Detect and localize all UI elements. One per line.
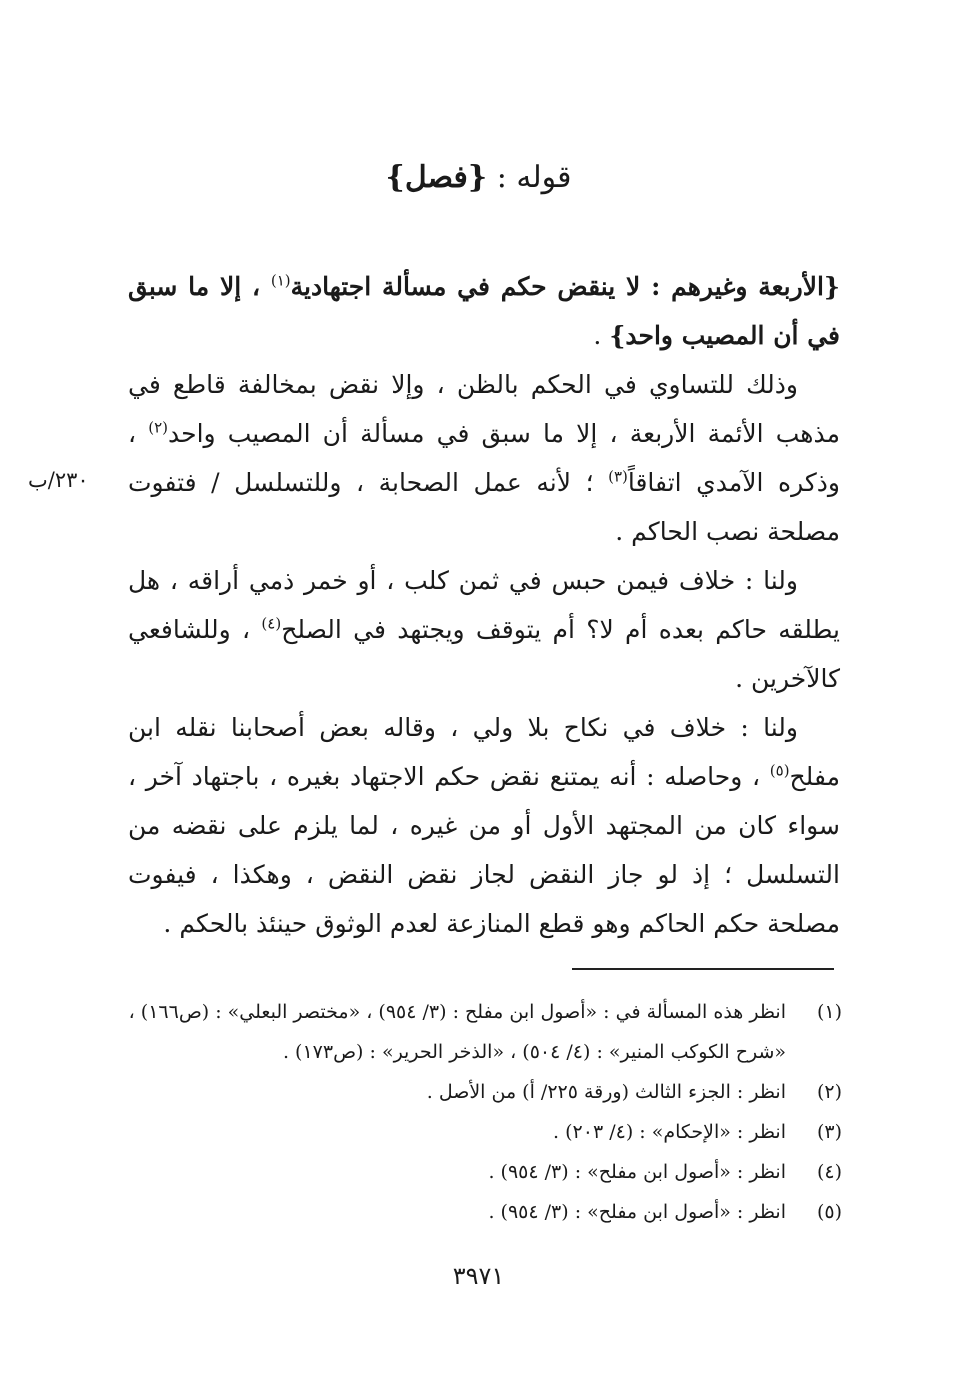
main-text	[128, 262, 840, 948]
footnote-5	[110, 1192, 842, 1232]
footnote-3	[110, 1112, 842, 1152]
commentary-text: .	[593, 321, 610, 350]
commentary-text: ؛ لأنه عمل الصحابة ، وللتسلسل / فتفوت مصلحة نصب الحاكم .	[128, 468, 840, 546]
commentary-text: ، وذكره الآمدي اتفاقاً	[128, 419, 840, 497]
footnote-ref: (٥)	[769, 761, 790, 780]
commentary-text: ولنا : خلاف فيمن حبس في ثمن كلب ، أو خمر ذمي أراقه ، هل يطلقه حاكم بعده أم لا؟ أم يتوقف ويجتهد في الصلح	[128, 566, 841, 644]
footnote-2	[110, 1072, 842, 1112]
paragraph-1	[128, 262, 840, 360]
page-number: ٣٩٧١	[452, 1262, 505, 1290]
footnote-number: (٣)	[816, 1121, 842, 1143]
section-heading	[0, 160, 957, 195]
matn-text: {الأربعة وغيرهم : لا ينقض حكم في مسألة اجتهادية	[290, 272, 840, 301]
footnote-ref: (٣)	[608, 467, 628, 486]
footnote-text: انظر هذه المسألة في : «أصول ابن مفلح : (٣/ ٩٥٤) ، «مختصر البعلي» : (ص١٦٦) ، «شرح الكوكب المنير» : (٤/ ٥٠٤) ، «الذخر الحرير» : (ص١٧٣) .	[128, 1001, 786, 1063]
footnote-text: انظر : الجزء الثالث (ورقة ٢٢٥/ أ) من الأصل .	[426, 1081, 786, 1103]
commentary-text: ولنا : خلاف في نكاح بلا ولي ، وقاله بعض أصحابنا نقله ابن مفلح	[128, 713, 840, 791]
footnote-number: (٢)	[816, 1081, 842, 1103]
commentary-text: ، وحاصله : أنه يمتنع نقض حكم الاجتهاد بغيره ، باجتهاد آخر ، سواء كان من المجتهد الأول أو من غيره ، لما يلزم على نقضه من التسلسل ؛ إذ لو جاز النقض لجاز نقض النقض ، وهكذا ، فيفوت مصلحة حكم الحاكم وهو قطع المنازعة لعدم الوثوق حينئذ بالحكم .	[128, 762, 840, 938]
footnote-1	[110, 992, 842, 1072]
paragraph-3	[128, 556, 840, 703]
paragraph-4	[128, 703, 840, 948]
paragraph-2	[128, 360, 840, 556]
footnote-number: (٥)	[816, 1201, 842, 1223]
footnote-ref: (٤)	[261, 614, 282, 633]
footnote-text: انظر : «أصول ابن مفلح» : (٣/ ٩٥٤) .	[488, 1201, 786, 1223]
commentary-text: وذلك للتساوي في الحكم بالظن ، وإلا نقض بمخالفة قاطع في مذهب الأئمة الأربعة ، إلا ما سبق في مسألة أن المصيب واحد	[128, 370, 840, 448]
footnotes	[110, 992, 842, 1232]
footnote-number: (٤)	[816, 1161, 842, 1183]
footnote-text: انظر : «الإحكام» : (٤/ ٢٠٣) .	[553, 1121, 786, 1143]
footnote-ref: (٢)	[148, 418, 168, 437]
footnote-text: انظر : «أصول ابن مفلح» : (٣/ ٩٥٤) .	[488, 1161, 786, 1183]
heading-prefix: قوله :	[487, 160, 572, 195]
footnote-ref: (١)	[270, 271, 291, 290]
margin-folio-note: ٢٣٠/ب	[28, 468, 89, 492]
heading-title: {فصل}	[385, 160, 488, 195]
footnote-number: (١)	[816, 1001, 842, 1023]
matn-text: ، إلا ما سبق في أن المصيب واحد}	[128, 272, 840, 350]
commentary-text: ، وللشافعي كالآخرين .	[128, 615, 840, 693]
footnote-4	[110, 1152, 842, 1192]
footnote-separator	[572, 968, 834, 970]
